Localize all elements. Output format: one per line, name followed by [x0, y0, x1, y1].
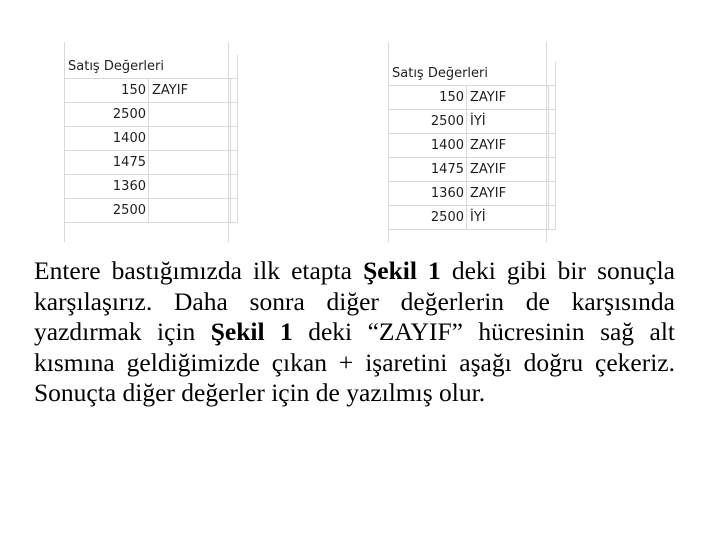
table-row	[388, 206, 556, 230]
result-cell: İYİ	[467, 206, 549, 230]
table-row	[64, 127, 238, 151]
value-cell: 1475	[64, 151, 149, 175]
header-row	[64, 55, 238, 79]
paragraph-text: deki gibi bir sonuçla karşılaşırız. Daha sonra diğer değerlerin de karşısında yazdırmak için	[34, 256, 675, 346]
figure-reference: Şekil 1	[363, 256, 441, 285]
figure-reference: Şekil 1	[210, 317, 293, 346]
result-cell: ZAYIF	[467, 182, 549, 206]
value-cell: 150	[64, 79, 149, 103]
value-cell: 1360	[64, 175, 149, 199]
result-cell: ZAYIF	[467, 158, 549, 182]
value-cell: 2500	[64, 103, 149, 127]
grid-line	[228, 42, 229, 242]
table-row	[64, 175, 238, 199]
table-row	[388, 110, 556, 134]
result-cell: ZAYIF	[467, 86, 549, 110]
table-row	[388, 182, 556, 206]
table-row	[64, 151, 238, 175]
value-cell: 1400	[388, 134, 467, 158]
result-cell: ZAYIF	[149, 79, 231, 103]
value-cell: 2500	[64, 199, 149, 223]
grid-line	[546, 42, 547, 242]
result-cell: ZAYIF	[467, 134, 549, 158]
value-cell: 2500	[388, 206, 467, 230]
result-cell: İYİ	[467, 110, 549, 134]
paragraph-text: Entere bastığımızda ilk etapta	[34, 256, 364, 285]
value-cell: 1475	[388, 158, 467, 182]
table-row	[64, 199, 238, 223]
result-cell	[149, 199, 231, 223]
table-row	[388, 86, 556, 110]
paragraph-text: deki “ZAYIF” hücresinin sağ alt kısmına geldiğimizde çıkan + işaretini aşağı doğru çekeriz. Sonuçta diğer değerler için de yazılmış olur.	[34, 317, 675, 407]
header-row	[388, 62, 556, 86]
value-cell: 1400	[64, 127, 149, 151]
grid-line	[388, 42, 389, 242]
table-row	[64, 103, 238, 127]
spreadsheet-figure-1	[64, 55, 238, 223]
table-row	[64, 79, 238, 103]
result-cell	[149, 127, 231, 151]
table-row	[388, 134, 556, 158]
grid-line	[64, 42, 65, 242]
spreadsheet-figure-2	[388, 62, 556, 230]
value-cell: 1360	[388, 182, 467, 206]
instruction-paragraph	[34, 256, 675, 409]
result-cell	[149, 175, 231, 199]
spreadsheet-table	[64, 55, 238, 223]
value-cell: 150	[388, 86, 467, 110]
table-row	[388, 158, 556, 182]
column-header: Satış Değerleri	[388, 62, 549, 86]
result-cell	[149, 103, 231, 127]
value-cell: 2500	[388, 110, 467, 134]
spreadsheet-table	[388, 62, 556, 230]
result-cell	[149, 151, 231, 175]
column-header: Satış Değerleri	[64, 55, 231, 79]
